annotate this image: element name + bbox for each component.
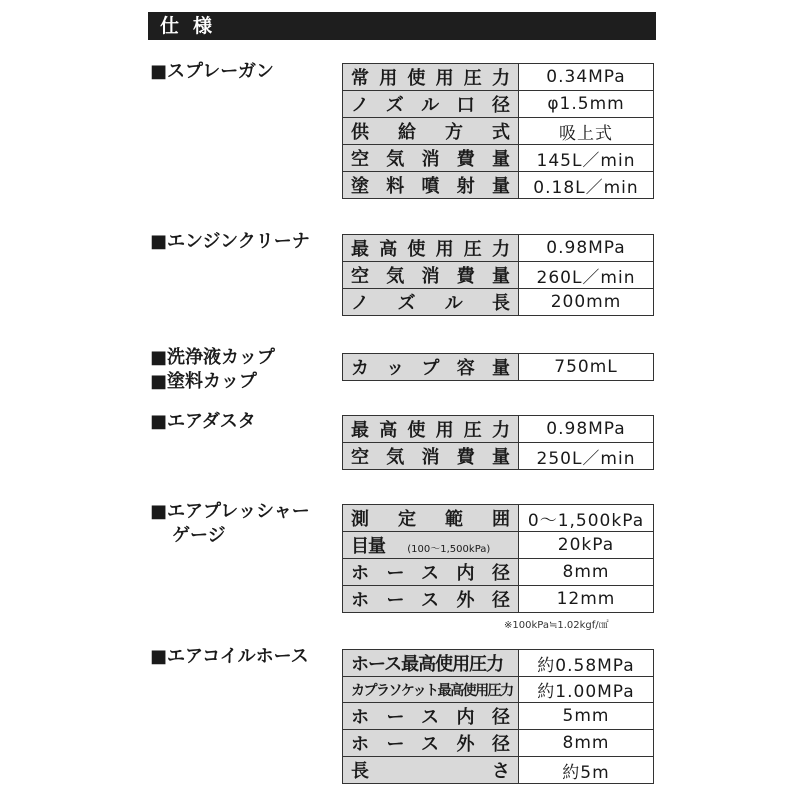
section-title-air-duster: ■エアダスタ xyxy=(150,411,256,432)
section-title-engine-cleaner: ■エンジンクリーナ xyxy=(150,231,310,252)
table-row xyxy=(343,730,654,757)
table-row xyxy=(343,354,654,381)
row-label: 空気消費量 xyxy=(343,262,519,289)
row-label: ノズル長 xyxy=(343,289,519,316)
section-title-pressure-gauge: ■エアプレッシャー ゲージ xyxy=(150,501,310,546)
pressure-gauge-spec-table xyxy=(342,504,654,613)
table-row xyxy=(343,289,654,316)
table-row xyxy=(343,677,654,703)
row-label: ホース内径 xyxy=(343,559,519,586)
row-label: カップ容量 xyxy=(343,354,519,381)
spec-header-title: 仕様 xyxy=(160,15,227,37)
row-label: 供給方式 xyxy=(343,118,519,145)
spec-header xyxy=(148,12,656,40)
row-label: 塗料噴射量 xyxy=(343,172,519,199)
row-value: 8mm xyxy=(519,559,654,586)
table-row xyxy=(343,650,654,677)
table-row xyxy=(343,91,654,118)
section-title-cups: ■洗浄液カップ ■塗料カップ xyxy=(150,347,275,392)
row-label-sub: (100～1,500kPa) xyxy=(407,544,491,555)
air-coil-hose-spec-table xyxy=(342,649,654,784)
table-row xyxy=(343,145,654,172)
row-value: 200mm xyxy=(519,289,654,316)
row-value: 約1.00MPa xyxy=(519,677,654,703)
row-value: 0.98MPa xyxy=(519,235,654,262)
row-value: 吸上式 xyxy=(519,118,654,145)
table-row xyxy=(343,505,654,532)
table-row xyxy=(343,118,654,145)
engine-cleaner-spec-table xyxy=(342,234,654,316)
table-row xyxy=(343,586,654,613)
row-value: 0.98MPa xyxy=(519,416,654,443)
row-label: 最高使用圧力 xyxy=(343,416,519,443)
row-value: 0～1,500kPa xyxy=(519,505,654,532)
row-label: 最高使用圧力 xyxy=(343,235,519,262)
row-value: 750mL xyxy=(519,354,654,381)
row-label: 目量 (100～1,500kPa) xyxy=(343,532,519,559)
section-title-air-coil-hose: ■エアコイルホース xyxy=(150,646,309,667)
table-row xyxy=(343,416,654,443)
row-label: ホース外径 xyxy=(343,586,519,613)
table-row xyxy=(343,172,654,199)
row-value: 12mm xyxy=(519,586,654,613)
section-title-spray-gun: ■スプレーガン xyxy=(150,61,274,82)
table-row xyxy=(343,559,654,586)
row-value: 8mm xyxy=(519,730,654,757)
air-duster-spec-table xyxy=(342,415,654,470)
row-value: 250L／min xyxy=(519,443,654,470)
row-label: ホース内径 xyxy=(343,703,519,730)
cup-spec-table xyxy=(342,353,654,381)
row-value: 5mm xyxy=(519,703,654,730)
row-value: φ1.5mm xyxy=(519,91,654,118)
table-row xyxy=(343,262,654,289)
row-value: 145L／min xyxy=(519,145,654,172)
unit-footnote: ※100kPa≒1.02kgf/㎠ xyxy=(504,620,609,631)
row-label: ホース最高使用圧力 xyxy=(343,650,519,677)
spray-gun-spec-table xyxy=(342,63,654,199)
row-label: 常用使用圧力 xyxy=(343,64,519,91)
row-label: カプラソケット最高使用圧力 xyxy=(343,677,519,703)
row-label: ホース外径 xyxy=(343,730,519,757)
row-label: 空気消費量 xyxy=(343,443,519,470)
row-value: 約5m xyxy=(519,757,654,784)
row-label: ノズル口径 xyxy=(343,91,519,118)
row-value: 0.18L／min xyxy=(519,172,654,199)
table-row xyxy=(343,235,654,262)
row-label: 長さ xyxy=(343,757,519,784)
row-value: 約0.58MPa xyxy=(519,650,654,677)
table-row xyxy=(343,64,654,91)
table-row xyxy=(343,532,654,559)
table-row xyxy=(343,757,654,784)
table-row xyxy=(343,703,654,730)
row-value: 260L／min xyxy=(519,262,654,289)
row-value: 0.34MPa xyxy=(519,64,654,91)
row-value: 20kPa xyxy=(519,532,654,559)
table-row xyxy=(343,443,654,470)
row-label: 空気消費量 xyxy=(343,145,519,172)
row-label: 測定範囲 xyxy=(343,505,519,532)
